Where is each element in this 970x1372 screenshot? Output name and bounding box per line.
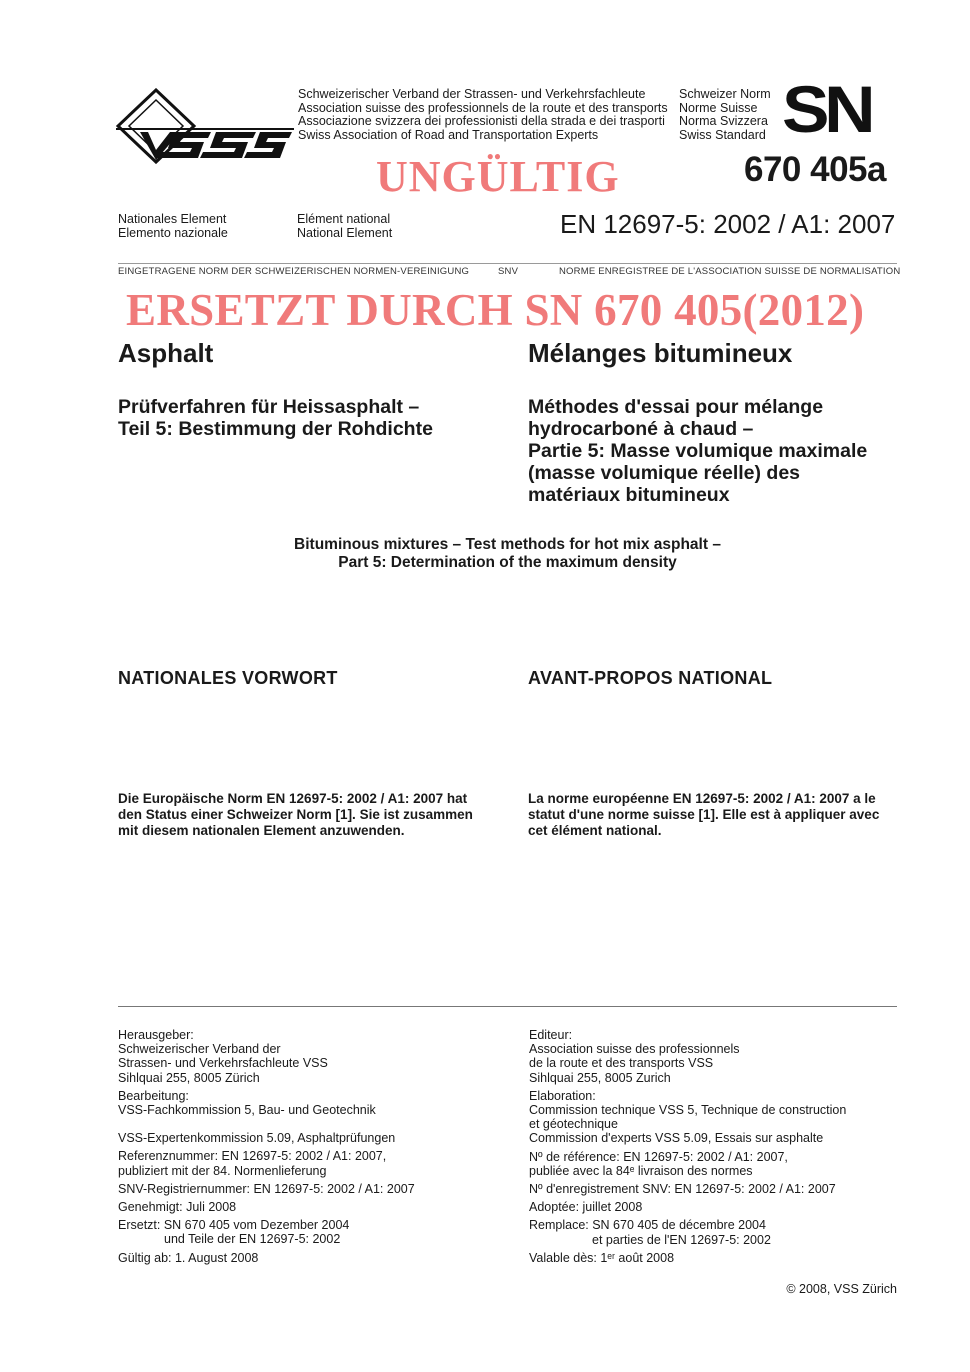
imprint-line: Sihlquai 255, 8005 Zurich: [529, 1070, 671, 1085]
imprint-line: Genehmigt: Juli 2008: [118, 1200, 237, 1215]
association-line: Schweizerischer Verband der Strassen- und Verkehrsfachleute: [298, 87, 646, 101]
imprint-line: Valable dès: 1ᵉʳ août 2008: [529, 1250, 675, 1265]
imprint-line: SNV-Registriernummer: EN 12697-5: 2002 / A1: 2007: [118, 1181, 415, 1196]
subtitle-de: [118, 396, 433, 440]
title-de: Asphalt: [118, 338, 214, 368]
sn-logo: SN: [782, 72, 871, 146]
registration-center: SNV: [498, 266, 519, 277]
imprint-line: VSS-Fachkommission 5, Bau- und Geotechnik: [118, 1103, 376, 1118]
national-element-label: Nationales Element: [118, 212, 227, 226]
foreword-heading-de: NATIONALES VORWORT: [118, 668, 338, 688]
foreword-text-de: [118, 791, 473, 839]
imprint-line: et géotechnique: [529, 1117, 618, 1132]
subtitle-line: Prüfverfahren für Heissasphalt –: [118, 396, 420, 418]
imprint-label: Editeur:: [529, 1028, 573, 1042]
imprint-line: Commission technique VSS 5, Technique de construction: [529, 1103, 847, 1118]
imprint-divider: [118, 1006, 897, 1007]
foreword-heading-fr: AVANT-PROPOS NATIONAL: [528, 668, 773, 688]
imprint-line: Ersetzt: SN 670 405 vom Dezember 2004: [118, 1218, 350, 1233]
en-reference: EN 12697-5: 2002 / A1: 2007: [560, 209, 896, 239]
national-element-de-it: [118, 213, 228, 240]
standard-label: Swiss Standard: [679, 127, 766, 142]
national-element-fr-en: [297, 213, 392, 240]
association-line: Association suisse des professionnels de la route et des transports: [298, 100, 668, 115]
replaced-stamp: ERSETZT DURCH SN 670 405(2012): [126, 285, 865, 335]
standard-label: Norma Svizzera: [679, 114, 768, 128]
association-names: [298, 88, 668, 142]
imprint-line: publiée avec la 84ᵉ livraison des normes: [529, 1163, 753, 1178]
standard-label: Schweizer Norm: [679, 87, 771, 101]
subtitle-line: Teil 5: Bestimmung der Rohdichte: [118, 418, 433, 440]
foreword-line: mit diesem nationalen Element anzuwenden.: [118, 823, 405, 838]
imprint-line: Sihlquai 255, 8005 Zürich: [118, 1070, 260, 1085]
imprint-label: Bearbeitung:: [118, 1088, 189, 1103]
standard-labels: [679, 88, 771, 142]
foreword-line: Die Europäische Norm EN 12697-5: 2002 / A1: 2007 hat: [118, 791, 468, 806]
vss-logo: [116, 88, 294, 168]
imprint-line: Adoptée: juillet 2008: [529, 1200, 643, 1215]
imprint-label: Herausgeber:: [118, 1028, 194, 1042]
title-fr: Mélanges bitumineux: [528, 338, 793, 368]
standard-number: 670 405a: [744, 150, 886, 189]
imprint-line: et parties de l'EN 12697-5: 2002: [592, 1232, 771, 1247]
national-element-label: Elément national: [297, 212, 391, 226]
imprint-line: Association suisse des professionnels: [529, 1042, 740, 1057]
national-element-label: Elemento nazionale: [118, 225, 228, 240]
foreword-line: statut d'une norme suisse [1]. Elle est à appliquer avec: [528, 807, 880, 822]
foreword-line: La norme européenne EN 12697-5: 2002 / A1: 2007 a le: [528, 791, 876, 806]
imprint-line: und Teile der EN 12697-5: 2002: [164, 1232, 341, 1247]
invalid-stamp: UNGÜLTIG: [376, 152, 620, 201]
imprint-line: Commission d'experts VSS 5.09, Essais sur asphalte: [529, 1131, 824, 1146]
foreword-line: cet élément national.: [528, 823, 662, 838]
imprint-line: Schweizerischer Verband der: [118, 1042, 281, 1057]
subtitle-en: [118, 536, 897, 571]
registration-divider: [118, 263, 897, 264]
subtitle-fr: [528, 396, 867, 506]
imprint-line: Nº de référence: EN 12697-5: 2002 / A1: 2007,: [529, 1149, 788, 1164]
foreword-line: den Status einer Schweizer Norm [1]. Sie ist zusammen: [118, 807, 473, 822]
foreword-text-fr: [528, 791, 879, 839]
association-line: Swiss Association of Road and Transportation Experts: [298, 127, 599, 142]
registration-left: EINGETRAGENE NORM DER SCHWEIZERISCHEN NORMEN-VEREINIGUNG: [118, 266, 470, 277]
imprint-line: Referenznummer: EN 12697-5: 2002 / A1: 2007,: [118, 1149, 387, 1164]
imprint-line: VSS-Expertenkommission 5.09, Asphaltprüfungen: [118, 1131, 396, 1146]
subtitle-line: matériaux bitumineux: [528, 484, 730, 506]
association-line: Associazione svizzera dei professionisti della strada e dei trasporti: [298, 114, 665, 128]
imprint-fr: [529, 1028, 846, 1265]
imprint-line: Remplace: SN 670 405 de décembre 2004: [529, 1218, 766, 1233]
subtitle-line: hydrocarboné à chaud –: [528, 418, 754, 440]
imprint-line: Gültig ab: 1. August 2008: [118, 1250, 259, 1265]
imprint-de: [118, 1028, 415, 1265]
registration-right: NORME ENREGISTREE DE L'ASSOCIATION SUISSE DE NORMALISATION: [559, 266, 901, 277]
subtitle-line: (masse volumique réelle) des: [528, 462, 801, 484]
copyright: © 2008, VSS Zürich: [786, 1282, 897, 1296]
subtitle-line: Partie 5: Masse volumique maximale: [528, 440, 868, 462]
imprint-line: de la route et des transports VSS: [529, 1056, 714, 1071]
imprint-label: Elaboration:: [529, 1088, 596, 1103]
subtitle-line: Méthodes d'essai pour mélange: [528, 396, 824, 418]
subtitle-line: Bituminous mixtures – Test methods for hot mix asphalt –: [294, 536, 721, 553]
standard-label: Norme Suisse: [679, 100, 758, 115]
imprint-line: publiziert mit der 84. Normenlieferung: [118, 1163, 327, 1178]
subtitle-line: Part 5: Determination of the maximum density: [338, 553, 677, 571]
national-element-label: National Element: [297, 225, 393, 240]
imprint-line: Strassen- und Verkehrsfachleute VSS: [118, 1056, 328, 1071]
imprint-line: Nº d'enregistrement SNV: EN 12697-5: 2002 / A1: 2007: [529, 1182, 836, 1197]
